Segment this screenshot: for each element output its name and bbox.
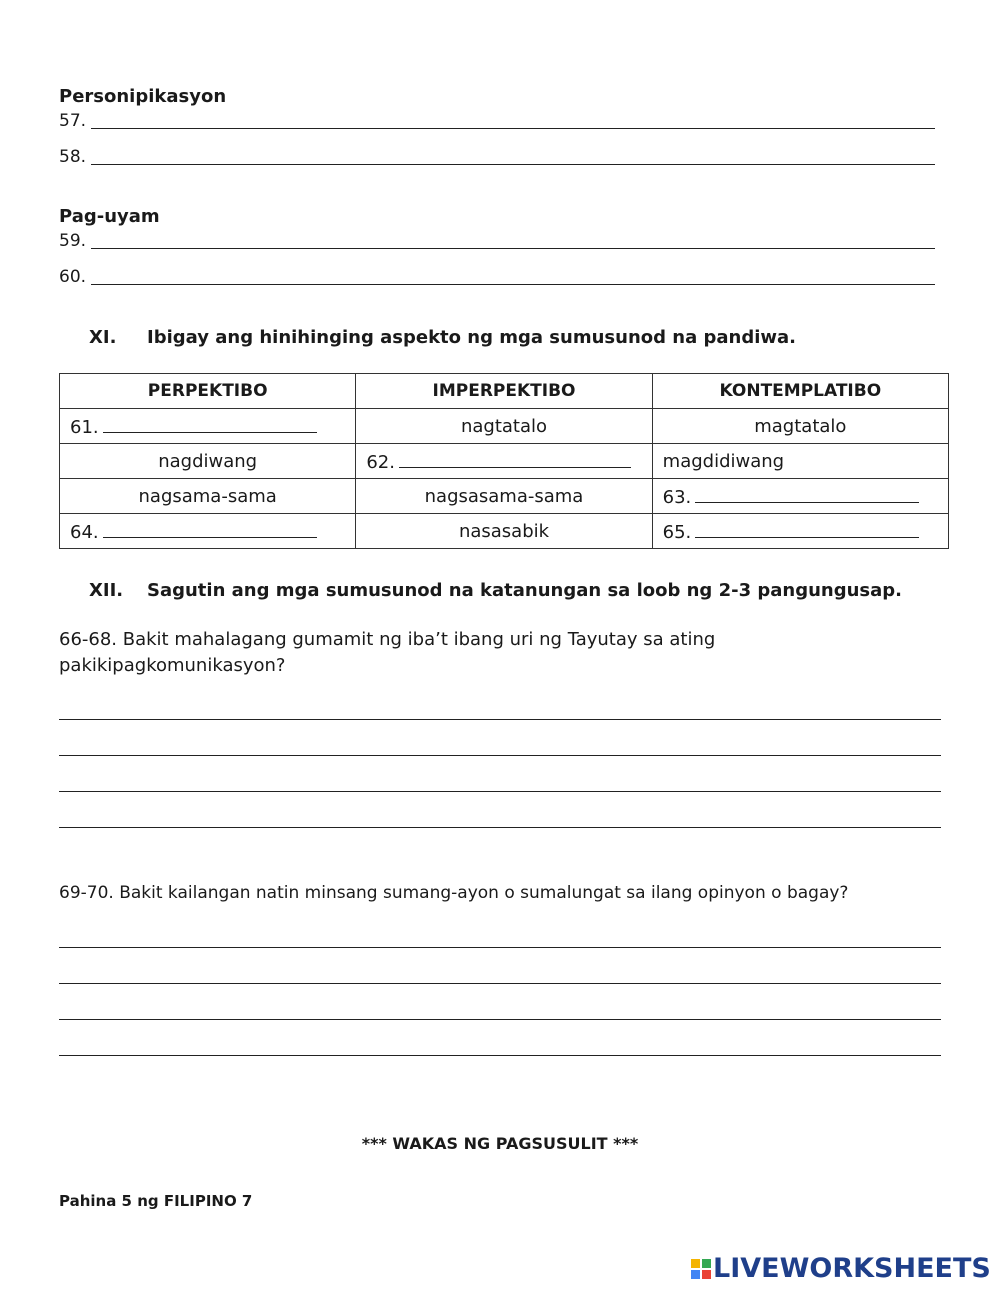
table-header-row bbox=[60, 374, 949, 409]
table-cell: nagsasama-sama bbox=[356, 479, 652, 514]
question-69-70: 69-70. Bakit kailangan natin minsang sumang-ayon o sumalungat sa ilang opinyon o bagay? bbox=[59, 883, 849, 903]
answer-cell-62[interactable] bbox=[356, 444, 652, 479]
table-cell: magdidiwang bbox=[652, 444, 948, 479]
answer-blank-64[interactable] bbox=[103, 519, 317, 538]
item-57-label: 57. bbox=[59, 111, 87, 131]
answer-line-69-70-3[interactable] bbox=[59, 1019, 941, 1020]
verb-aspect-table bbox=[59, 373, 949, 549]
answer-blank-61[interactable] bbox=[103, 414, 317, 433]
page-footer: Pahina 5 ng FILIPINO 7 bbox=[59, 1192, 253, 1210]
section-xi-instruction: Ibigay ang hinihinging aspekto ng mga sumusunod na pandiwa. bbox=[147, 327, 797, 348]
answer-line-60[interactable] bbox=[91, 284, 935, 285]
answer-line-66-68-4[interactable] bbox=[59, 827, 941, 828]
table-cell: nagsama-sama bbox=[60, 479, 356, 514]
personification-heading: Personipikasyon bbox=[59, 86, 227, 107]
answer-line-57[interactable] bbox=[91, 128, 935, 129]
table-cell: nasasabik bbox=[356, 514, 652, 549]
answer-cell-61[interactable] bbox=[60, 409, 356, 444]
answer-cell-65[interactable] bbox=[652, 514, 948, 549]
section-xi-title bbox=[89, 327, 796, 348]
answer-line-59[interactable] bbox=[91, 248, 935, 249]
header-kontemplatibo: KONTEMPLATIBO bbox=[652, 374, 948, 409]
answer-line-69-70-4[interactable] bbox=[59, 1055, 941, 1056]
answer-cell-64[interactable] bbox=[60, 514, 356, 549]
table-row bbox=[60, 514, 949, 549]
section-xi-number: XI. bbox=[89, 327, 117, 348]
item-58-label: 58. bbox=[59, 147, 87, 167]
answer-blank-65[interactable] bbox=[695, 519, 919, 538]
table-cell: magtatalo bbox=[652, 409, 948, 444]
adjective-heading: Pag-uyam bbox=[59, 206, 160, 227]
question-66-68: 66-68. Bakit mahalagang gumamit ng iba’t ibang uri ng Tayutay sa ating pakikipagkomunikasyon? bbox=[59, 629, 716, 676]
table-row bbox=[60, 479, 949, 514]
table-row bbox=[60, 444, 949, 479]
item-63-label: 63. bbox=[662, 487, 692, 508]
answer-line-69-70-2[interactable] bbox=[59, 983, 941, 984]
logo-mark-icon bbox=[691, 1259, 711, 1279]
logo-text: LIVEWORKSHEETS bbox=[713, 1253, 991, 1284]
item-59-label: 59. bbox=[59, 231, 87, 251]
answer-line-66-68-2[interactable] bbox=[59, 755, 941, 756]
header-imperpektibo: IMPERPEKTIBO bbox=[356, 374, 652, 409]
item-62-label: 62. bbox=[366, 452, 395, 473]
table-cell: nagdiwang bbox=[60, 444, 356, 479]
item-60-label: 60. bbox=[59, 267, 87, 287]
table-row bbox=[60, 409, 949, 444]
section-xii-instruction: Sagutin ang mga sumusunod na katanungan sa loob ng 2-3 pangungusap. bbox=[147, 580, 903, 601]
answer-blank-62[interactable] bbox=[399, 449, 631, 468]
section-xii-title bbox=[89, 580, 902, 601]
item-61-label: 61. bbox=[70, 417, 99, 438]
answer-line-69-70-1[interactable] bbox=[59, 947, 941, 948]
end-of-exam-note: *** WAKAS NG PAGSUSULIT *** bbox=[361, 1134, 639, 1153]
answer-blank-63[interactable] bbox=[695, 484, 919, 503]
answer-line-66-68-1[interactable] bbox=[59, 719, 941, 720]
table-cell: nagtatalo bbox=[356, 409, 652, 444]
answer-line-58[interactable] bbox=[91, 164, 935, 165]
liveworksheets-logo bbox=[691, 1253, 991, 1284]
item-64-label: 64. bbox=[70, 522, 99, 543]
section-xii-number: XII. bbox=[89, 580, 124, 601]
answer-line-66-68-3[interactable] bbox=[59, 791, 941, 792]
answer-cell-63[interactable] bbox=[652, 479, 948, 514]
header-perpektibo: PERPEKTIBO bbox=[60, 374, 356, 409]
item-65-label: 65. bbox=[662, 522, 692, 543]
